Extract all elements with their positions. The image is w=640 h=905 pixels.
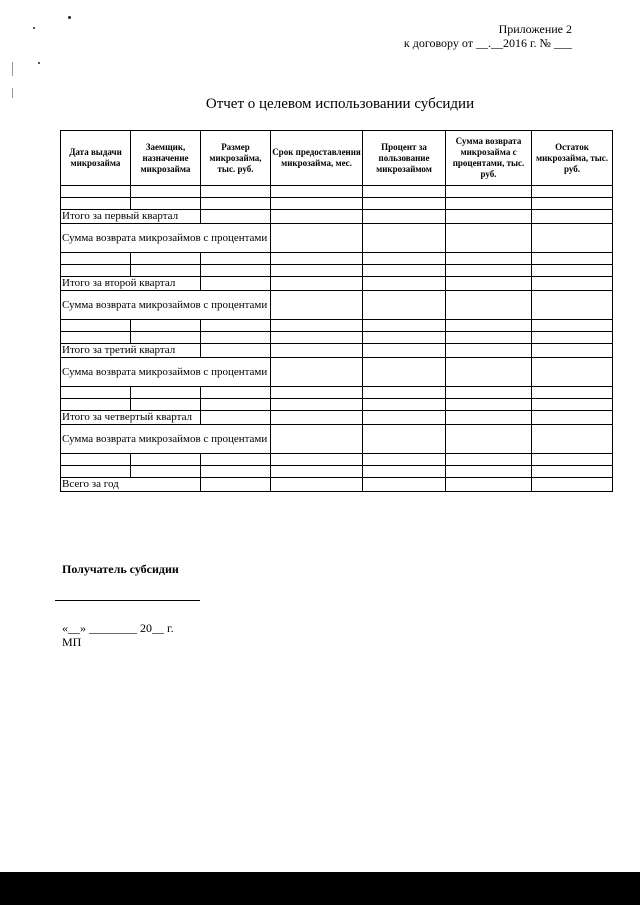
table-row	[61, 399, 613, 411]
table-row	[61, 291, 613, 320]
header-loan-term: Срок предоставления микрозайма, мес.	[271, 131, 363, 186]
year-total-label: Всего за год	[61, 478, 201, 492]
table-row	[61, 478, 613, 492]
signature-date: «__» ________ 20__ г.	[62, 621, 174, 635]
table-row	[61, 265, 613, 277]
table-row	[61, 198, 613, 210]
appendix-number: Приложение 2	[498, 22, 572, 36]
report-table	[60, 130, 613, 492]
table-row	[61, 387, 613, 399]
header-interest: Процент за пользование микрозаймом	[363, 131, 446, 186]
header-repayment: Сумма возврата микрозайма с процентами, тыс. руб.	[446, 131, 532, 186]
table-row	[61, 454, 613, 466]
q1-repayment-label: Сумма возврата микрозаймов с процентами	[61, 224, 271, 253]
header-balance: Остаток микрозайма, тыс. руб.	[532, 131, 613, 186]
table-row	[61, 277, 613, 291]
table-row	[61, 224, 613, 253]
header-loan-amount: Размер микрозайма, тыс. руб.	[201, 131, 271, 186]
table-row	[61, 411, 613, 425]
scan-margin-line	[12, 62, 13, 76]
table-row	[61, 466, 613, 478]
stamp-place: МП	[62, 635, 82, 649]
table-row	[61, 320, 613, 332]
scan-bottom-border	[0, 872, 640, 905]
header-issue-date: Дата выдачи микрозайма	[61, 131, 131, 186]
q3-repayment-label: Сумма возврата микрозаймов с процентами	[61, 358, 271, 387]
scan-speck	[38, 62, 40, 64]
q1-total-label: Итого за первый квартал	[61, 210, 201, 224]
q2-repayment-label: Сумма возврата микрозаймов с процентами	[61, 291, 271, 320]
scan-speck	[68, 16, 71, 19]
scan-speck	[33, 27, 35, 29]
table-header-row	[61, 131, 613, 186]
q4-repayment-label: Сумма возврата микрозаймов с процентами	[61, 425, 271, 454]
table-row	[61, 358, 613, 387]
signature-line	[55, 600, 200, 601]
q2-total-label: Итого за второй квартал	[61, 277, 201, 291]
table-row	[61, 332, 613, 344]
page-title: Отчет о целевом использовании субсидии	[205, 96, 475, 112]
appendix-contract-ref: к договору от __.__2016 г. № ___	[403, 36, 572, 50]
table-row	[61, 425, 613, 454]
table-row	[61, 344, 613, 358]
table-row	[61, 186, 613, 198]
q4-total-label: Итого за четвертый квартал	[61, 411, 201, 425]
recipient-label: Получатель субсидии	[62, 562, 179, 576]
table-row	[61, 253, 613, 265]
table-row	[61, 210, 613, 224]
q3-total-label: Итого за третий квартал	[61, 344, 201, 358]
header-borrower: Заемщик, назначение микрозайма	[131, 131, 201, 186]
appendix-header	[404, 22, 572, 50]
